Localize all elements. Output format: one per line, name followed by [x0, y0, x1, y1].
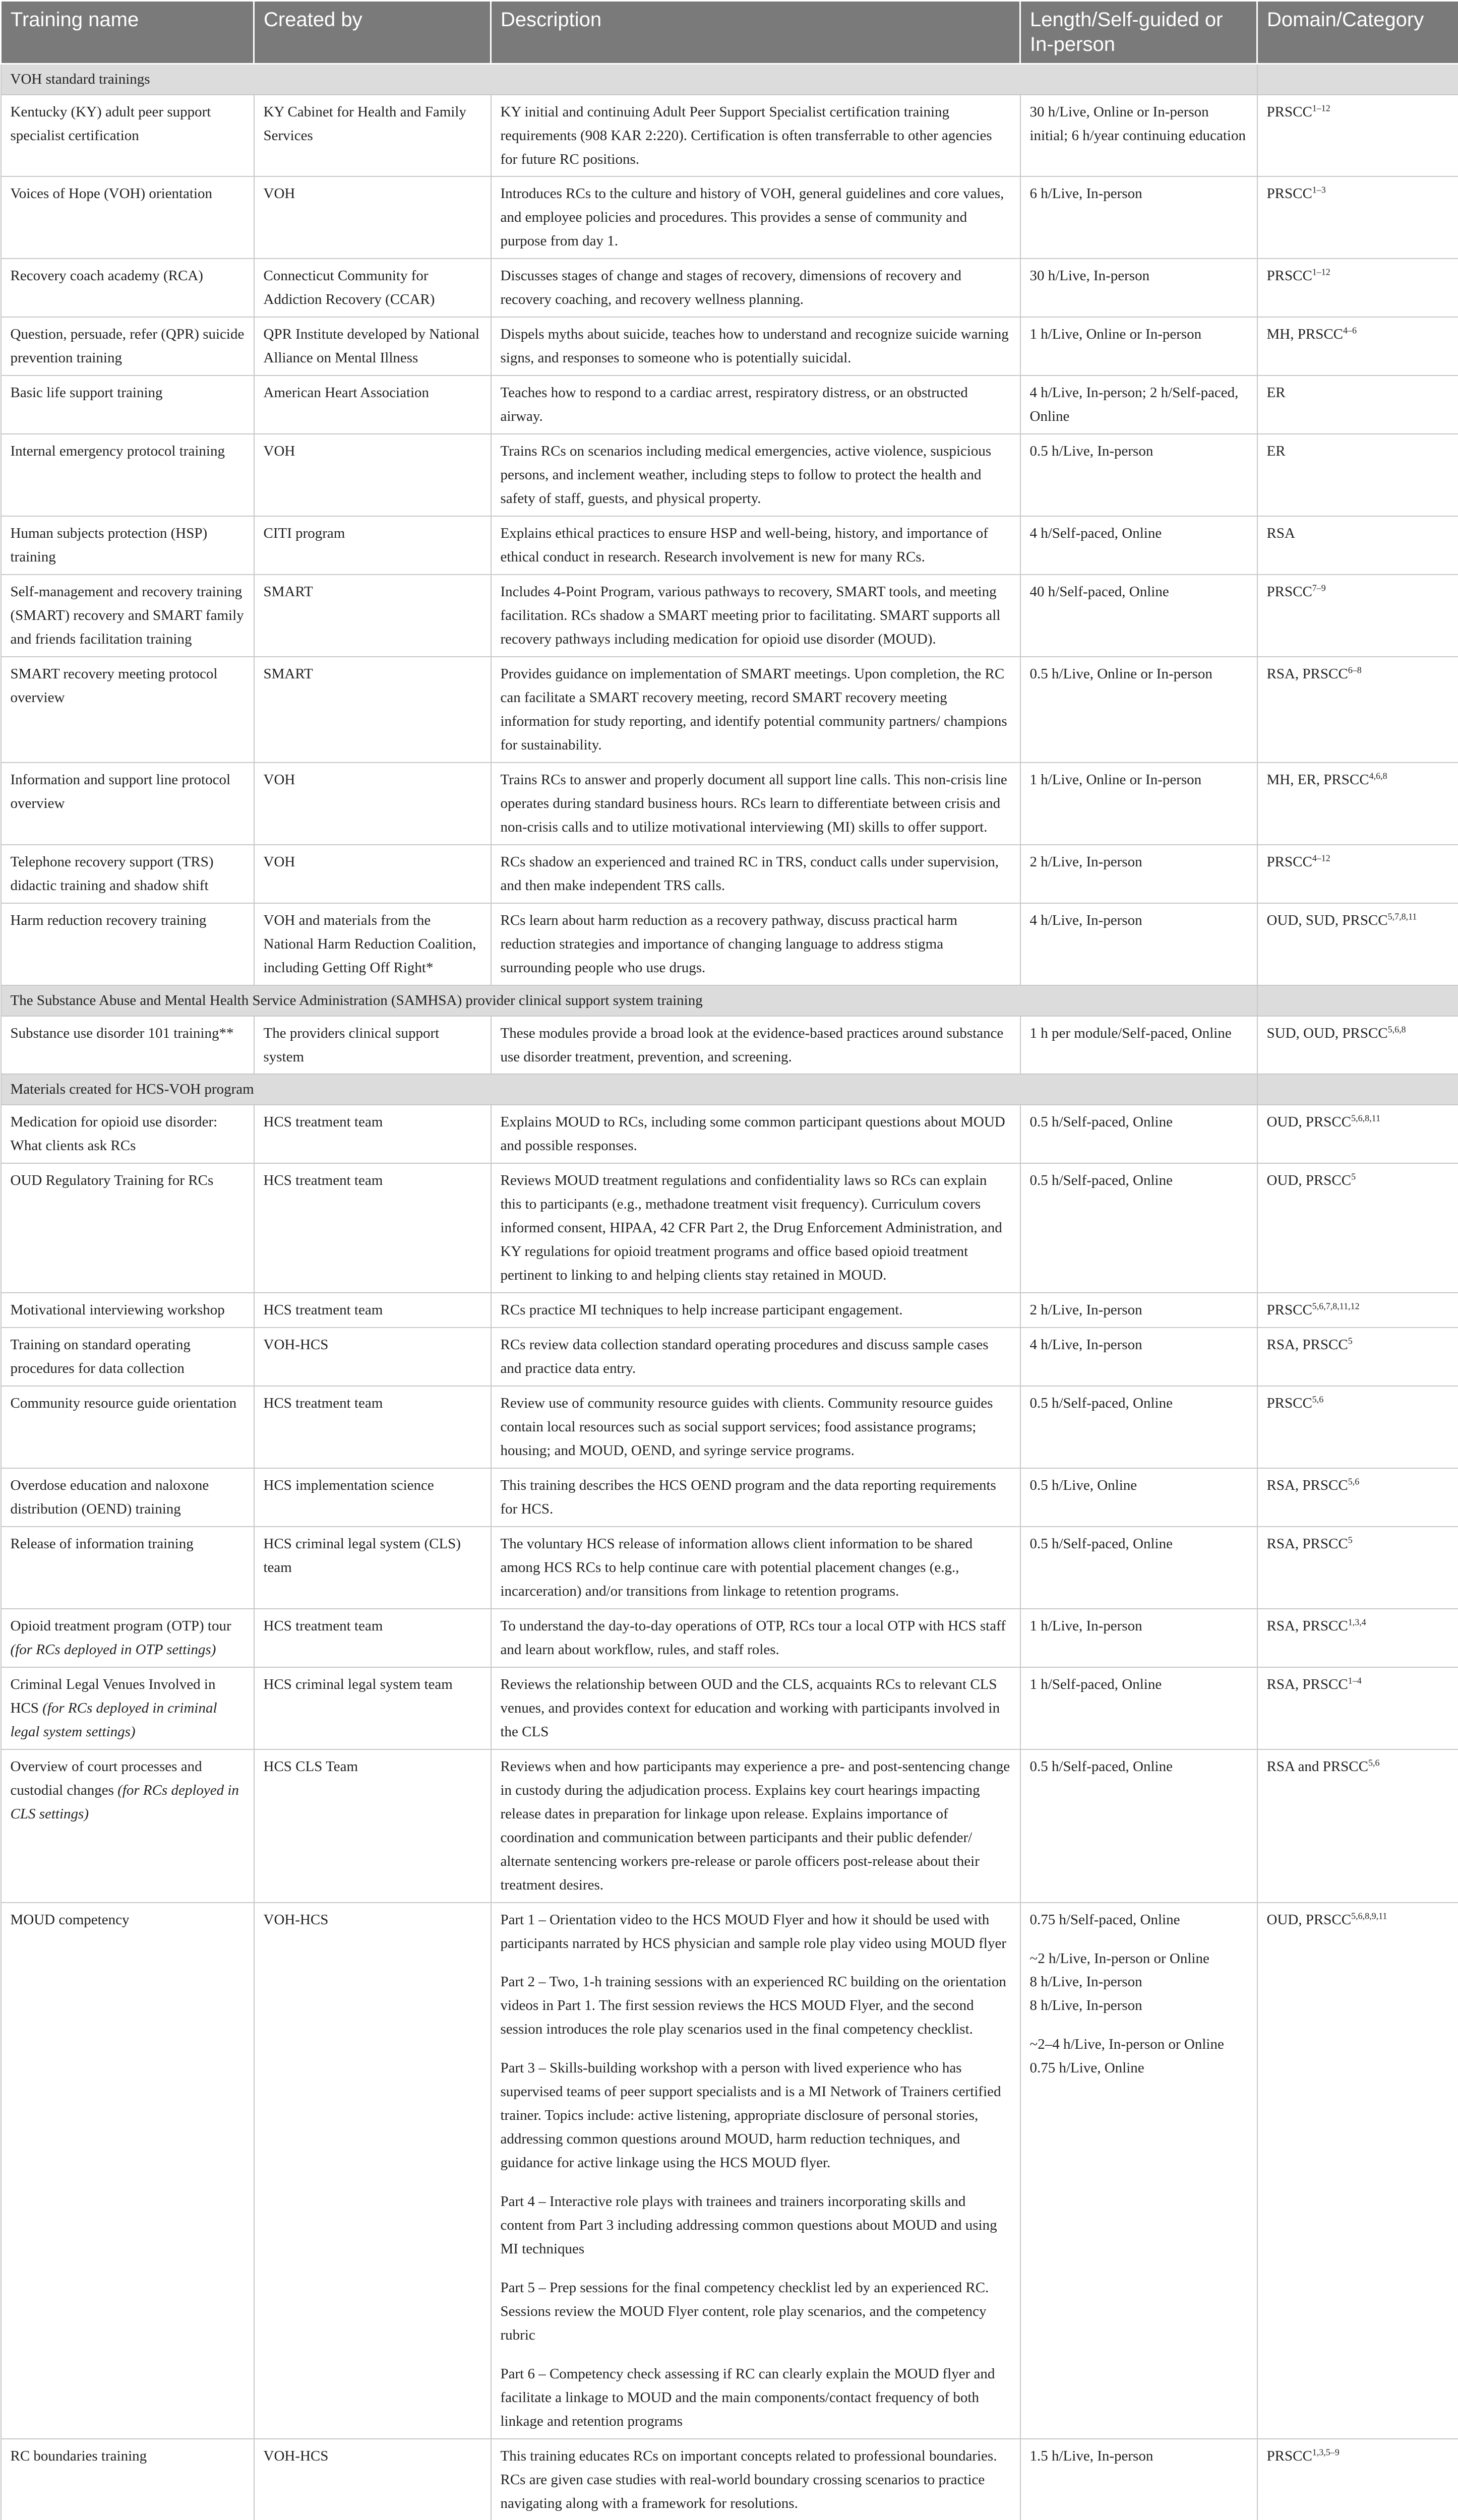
domain-superscript: 6–8 — [1348, 665, 1362, 675]
description-cell: RCs learn about harm reduction as a recovery pathway, discuss practical harm reduction strategies and importance of changing language to address stigma surrounding people who use drugs. — [491, 903, 1020, 985]
training-name: Medication for opioid use disorder: What clients ask RCs — [10, 1114, 218, 1154]
table-row — [1, 1527, 1458, 1609]
table-row — [1, 657, 1458, 763]
training-name-cell — [1, 903, 254, 985]
domain-cell — [1257, 1527, 1458, 1609]
training-name-cell — [1, 375, 254, 434]
domain-superscript: 5,6 — [1312, 1394, 1324, 1405]
domain-text: OUD, SUD, PRSCC — [1266, 912, 1388, 928]
length-cell: 1 h/Self-paced, Online — [1020, 1667, 1257, 1749]
training-name: SMART recovery meeting protocol overview — [10, 665, 218, 706]
length-cell: 0.5 h/Live, In-person — [1020, 434, 1257, 516]
training-name-cell — [1, 1749, 254, 1903]
moud-part: Part 5 – Prep sessions for the final competency checklist led by an experienced RC. Sessions review the MOUD Flyer content, role play scenarios, and the competency rubric — [500, 2280, 989, 2344]
table-row — [1, 95, 1458, 177]
training-name: OUD Regulatory Training for RCs — [10, 1172, 214, 1189]
training-name-cell — [1, 1386, 254, 1468]
training-name-cell — [1, 845, 254, 903]
created-by-cell: HCS treatment team — [254, 1105, 491, 1163]
training-name: Motivational interviewing workshop — [10, 1302, 225, 1318]
description-cell: These modules provide a broad look at the evidence-based practices around substance use disorder treatment, prevention, and screening. — [491, 1016, 1020, 1075]
domain-text: PRSCC — [1266, 1302, 1312, 1318]
training-name: Question, persuade, refer (QPR) suicide prevention training — [10, 326, 245, 366]
description-cell: The voluntary HCS release of information allows client information to be shared among HCS RCs to help continue care with potential placement changes (e.g., incarceration) and/or transitions from linkage to retention programs. — [491, 1527, 1020, 1609]
domain-superscript: 5 — [1351, 1171, 1356, 1182]
domain-text: SUD, OUD, PRSCC — [1266, 1025, 1388, 1041]
description-cell: Reviews MOUD treatment regulations and confidentiality laws so RCs can explain this to participants (e.g., methadone treatment visit frequency). Curriculum covers informed consent, HIPAA, 42 CFR Part 2, the Drug Enforcement Administration, and KY regulations for opioid treatment programs and office based opioid treatment pertinent to linking to and helping clients stay retained in MOUD. — [491, 1163, 1020, 1293]
description-cell: KY initial and continuing Adult Peer Support Specialist certification training requirements (908 KAR 2:220). Certification is often transferrable to other agencies for future RC positions. — [491, 95, 1020, 177]
table-row — [1, 1386, 1458, 1468]
created-by-cell: VOH — [254, 763, 491, 845]
training-name-cell — [1, 1016, 254, 1075]
description-cell: To understand the day-to-day operations of OTP, RCs tour a local OTP with HCS staff and learn about workflow, rules, and staff roles. — [491, 1609, 1020, 1667]
training-name: Overview of court processes and custodial changes — [10, 1758, 202, 1798]
training-name-note: (for RCs deployed in CLS settings) — [10, 1782, 239, 1822]
section-spacer — [1257, 64, 1458, 94]
domain-superscript: 1–3 — [1312, 184, 1326, 195]
description-cell: Explains ethical practices to ensure HSP and well-being, history, and importance of ethical conduct in research. Research involvement is new for many RCs. — [491, 516, 1020, 575]
domain-superscript: 1–4 — [1348, 1675, 1362, 1686]
description-cell: Includes 4-Point Program, various pathways to recovery, SMART tools, and meeting facilitation. RCs shadow a SMART meeting prior to facilitating. SMART supports all recovery pathways including medication for opioid use disorder (MOUD). — [491, 575, 1020, 657]
table-row — [1, 1293, 1458, 1328]
domain-superscript: 1–12 — [1312, 267, 1330, 277]
section-row — [1, 1074, 1458, 1105]
moud-length: 8 h/Live, In-person — [1029, 1974, 1142, 1990]
length-cell: 2 h/Live, In-person — [1020, 845, 1257, 903]
created-by-cell: HCS criminal legal system team — [254, 1667, 491, 1749]
length-cell: 4 h/Live, In-person — [1020, 1328, 1257, 1386]
table-row — [1, 176, 1458, 259]
section-title: Materials created for HCS-VOH program — [1, 1074, 1257, 1105]
domain-cell — [1257, 1667, 1458, 1749]
training-name: Human subjects protection (HSP) training — [10, 525, 208, 565]
length-cell: 4 h/Live, In-person — [1020, 903, 1257, 985]
domain-cell — [1257, 375, 1458, 434]
description-cell: Trains RCs on scenarios including medical emergencies, active violence, suspicious persons, and inclement weather, including steps to follow to protect the health and safety of staff, guests, and physical property. — [491, 434, 1020, 516]
domain-text: RSA, PRSCC — [1266, 1337, 1348, 1353]
description-cell: Explains MOUD to RCs, including some common participant questions about MOUD and possible responses. — [491, 1105, 1020, 1163]
training-name-cell — [1, 1293, 254, 1328]
domain-text: PRSCC — [1266, 853, 1312, 870]
training-name: Kentucky (KY) adult peer support specialist certification — [10, 103, 211, 144]
domain-cell — [1257, 1105, 1458, 1163]
domain-superscript: 5,6,8,11 — [1351, 1113, 1380, 1123]
description-cell: RCs practice MI techniques to help increase participant engagement. — [491, 1293, 1020, 1328]
training-name-cell — [1, 1163, 254, 1293]
description-cell: This training describes the HCS OEND program and the data reporting requirements for HCS. — [491, 1468, 1020, 1527]
table-row-moud — [1, 1903, 1458, 2439]
training-name-cell — [1, 1105, 254, 1163]
table-row — [1, 903, 1458, 985]
table-body — [1, 64, 1458, 2520]
domain-cell — [1257, 1609, 1458, 1667]
domain-text: OUD, PRSCC — [1266, 1114, 1352, 1130]
training-name: Overdose education and naloxone distribution (OEND) training — [10, 1477, 209, 1517]
table-row — [1, 1328, 1458, 1386]
table-row — [1, 845, 1458, 903]
domain-text: PRSCC — [1266, 584, 1312, 600]
training-name-cell — [1, 1667, 254, 1749]
length-cell: 0.5 h/Live, Online or In-person — [1020, 657, 1257, 763]
training-name-cell — [1, 763, 254, 845]
domain-cell — [1257, 2439, 1458, 2520]
table-row — [1, 1163, 1458, 1293]
length-cell: 6 h/Live, In-person — [1020, 176, 1257, 259]
domain-superscript: 5 — [1348, 1336, 1353, 1346]
description-cell: RCs shadow an experienced and trained RC in TRS, conduct calls under supervision, and then make independent TRS calls. — [491, 845, 1020, 903]
domain-text: RSA and PRSCC — [1266, 1758, 1368, 1775]
moud-part: Part 6 – Competency check assessing if RC can clearly explain the MOUD flyer and facilitate a linkage to MOUD and the main components/contact frequency of both linkage and retention programs — [500, 2366, 995, 2429]
table-row — [1, 1749, 1458, 1903]
moud-length: 0.75 h/Live, Online — [1029, 2060, 1144, 2076]
section-spacer — [1257, 985, 1458, 1016]
moud-length: ~2–4 h/Live, In-person or Online — [1029, 2036, 1224, 2053]
domain-text: PRSCC — [1266, 185, 1312, 202]
domain-cell — [1257, 1293, 1458, 1328]
training-name-cell — [1, 657, 254, 763]
col-header-length: Length/Self-guided or In-person — [1020, 1, 1257, 64]
col-header-description: Description — [491, 1, 1020, 64]
description-cell: Teaches how to respond to a cardiac arrest, respiratory distress, or an obstructed airway. — [491, 375, 1020, 434]
length-cell: 0.5 h/Self-paced, Online — [1020, 1386, 1257, 1468]
domain-superscript: 5,6 — [1368, 1757, 1380, 1768]
training-name-note: (for RCs deployed in criminal legal system settings) — [10, 1699, 217, 1740]
moud-part: Part 3 – Skills-building workshop with a person with lived experience who has supervised teams of peer support specialists and is a MI Network of Trainers certified trainer. Topics include: active listening, appropriate disclosure of personal stories, addressing common questions around MOUD, harm reduction techniques, and guidance for active linkage using the HCS MOUD flyer. — [500, 2060, 1001, 2171]
training-name: Criminal Legal Venues Involved in HCS — [10, 1676, 216, 1716]
training-name-cell — [1, 176, 254, 259]
table-row — [1, 2439, 1458, 2520]
domain-cell — [1257, 516, 1458, 575]
training-name-cell: MOUD competency — [1, 1903, 254, 2439]
domain-cell — [1257, 259, 1458, 317]
moud-length: 8 h/Live, In-person — [1029, 1997, 1142, 2014]
training-name-cell — [1, 1609, 254, 1667]
domain-superscript: 4–12 — [1312, 853, 1330, 863]
training-name: Release of information training — [10, 1535, 194, 1552]
training-name-cell — [1, 317, 254, 375]
moud-length-gap — [1030, 1932, 1248, 1947]
created-by-cell: HCS treatment team — [254, 1163, 491, 1293]
table-row — [1, 375, 1458, 434]
length-cell: 4 h/Live, In-person; 2 h/Self-paced, Online — [1020, 375, 1257, 434]
domain-text: RSA, PRSCC — [1266, 1617, 1348, 1634]
description-cell: Provides guidance on implementation of SMART meetings. Upon completion, the RC can facilitate a SMART recovery meeting, record SMART recovery meeting information for study reporting, and identify potential community partners/ champions for sustainability. — [491, 657, 1020, 763]
table-row — [1, 1667, 1458, 1749]
domain-superscript: 4,6,8 — [1369, 771, 1387, 781]
table-row — [1, 1609, 1458, 1667]
training-name: Voices of Hope (VOH) orientation — [10, 185, 213, 202]
created-by-cell: VOH-HCS — [254, 1903, 491, 2439]
description-cell: Review use of community resource guides with clients. Community resource guides contain local resources such as social support services; food assistance programs; housing; and MOUD, OEND, and syringe service programs. — [491, 1386, 1020, 1468]
created-by-cell: HCS implementation science — [254, 1468, 491, 1527]
created-by-cell: CITI program — [254, 516, 491, 575]
table-row — [1, 516, 1458, 575]
training-name-cell — [1, 516, 254, 575]
training-name: Harm reduction recovery training — [10, 912, 207, 928]
col-header-created-by: Created by — [254, 1, 491, 64]
domain-text: PRSCC — [1266, 1395, 1312, 1412]
training-name: Opioid treatment program (OTP) tour — [10, 1617, 231, 1634]
domain-superscript: 5,6,8,9,11 — [1351, 1910, 1387, 1921]
table-row — [1, 763, 1458, 845]
table-row — [1, 317, 1458, 375]
created-by-cell: QPR Institute developed by National Alliance on Mental Illness — [254, 317, 491, 375]
created-by-cell: Connecticut Community for Addiction Recovery (CCAR) — [254, 259, 491, 317]
domain-text: RSA, PRSCC — [1266, 1477, 1348, 1494]
table-row — [1, 434, 1458, 516]
length-cell: 0.5 h/Self-paced, Online — [1020, 1749, 1257, 1903]
domain-text: RSA, PRSCC — [1266, 665, 1348, 682]
domain-cell — [1257, 903, 1458, 985]
length-cell: 1 h/Live, Online or In-person — [1020, 763, 1257, 845]
table-row — [1, 259, 1458, 317]
created-by-cell: American Heart Association — [254, 375, 491, 434]
length-cell: 40 h/Self-paced, Online — [1020, 575, 1257, 657]
length-cell: 1 h per module/Self-paced, Online — [1020, 1016, 1257, 1075]
domain-text: OUD, PRSCC — [1266, 1911, 1352, 1928]
created-by-cell: KY Cabinet for Health and Family Services — [254, 95, 491, 177]
domain-cell — [1257, 1468, 1458, 1527]
domain-text: ER — [1266, 443, 1286, 460]
training-name-cell — [1, 575, 254, 657]
section-row — [1, 985, 1458, 1016]
col-header-domain: Domain/Category — [1257, 1, 1458, 64]
length-cell: 0.5 h/Live, Online — [1020, 1468, 1257, 1527]
created-by-cell: VOH — [254, 434, 491, 516]
training-name-cell: RC boundaries training — [1, 2439, 254, 2520]
domain-text: PRSCC — [1266, 103, 1312, 120]
moud-length: 0.75 h/Self-paced, Online — [1029, 1911, 1180, 1928]
domain-cell — [1257, 317, 1458, 375]
domain-text: PRSCC — [1266, 268, 1312, 284]
length-cell: 30 h/Live, In-person — [1020, 259, 1257, 317]
domain-cell — [1257, 95, 1458, 177]
length-cell: 0.5 h/Self-paced, Online — [1020, 1527, 1257, 1609]
created-by-cell: HCS CLS Team — [254, 1749, 491, 1903]
length-cell: 30 h/Live, Online or In-person initial; 6 h/year continuing education — [1020, 95, 1257, 177]
created-by-cell: VOH-HCS — [254, 2439, 491, 2520]
domain-cell — [1257, 1903, 1458, 2439]
domain-cell — [1257, 1163, 1458, 1293]
domain-text: RSA — [1266, 525, 1295, 542]
col-header-training-name: Training name — [1, 1, 254, 64]
training-name-cell — [1, 1468, 254, 1527]
created-by-cell: SMART — [254, 657, 491, 763]
created-by-cell: The providers clinical support system — [254, 1016, 491, 1075]
domain-text: RSA, PRSCC — [1266, 1535, 1348, 1552]
description-cell: Reviews the relationship between OUD and the CLS, acquaints RCs to relevant CLS venues, and provides context for education and working with participants involved in the CLS — [491, 1667, 1020, 1749]
domain-superscript: 7–9 — [1312, 583, 1326, 593]
training-name: Substance use disorder 101 training** — [10, 1025, 234, 1041]
length-cell: 0.5 h/Self-paced, Online — [1020, 1105, 1257, 1163]
length-cell: 1 h/Live, Online or In-person — [1020, 317, 1257, 375]
description-cell: Trains RCs to answer and properly document all support line calls. This non-crisis line operates during standard business hours. RCs learn to differentiate between crisis and non-crisis calls and to utilize motivational interviewing (MI) skills to offer support. — [491, 763, 1020, 845]
domain-text: RSA, PRSCC — [1266, 1676, 1348, 1692]
domain-cell — [1257, 1749, 1458, 1903]
moud-part: Part 1 – Orientation video to the HCS MOUD Flyer and how it should be used with participants narrated by HCS physician and sample role play video using MOUD flyer — [500, 1911, 1006, 1951]
moud-length: ~2 h/Live, In-person or Online — [1029, 1950, 1209, 1967]
training-name-cell — [1, 259, 254, 317]
training-name: Recovery coach academy (RCA) — [10, 268, 203, 284]
domain-superscript: 5,6,8 — [1387, 1024, 1406, 1034]
domain-cell — [1257, 575, 1458, 657]
domain-superscript: 4–6 — [1343, 325, 1357, 336]
moud-part: Part 4 – Interactive role plays with trainees and trainers incorporating skills and content from Part 3 including addressing common questions about MOUD and using MI techniques — [500, 2193, 997, 2257]
header-row — [1, 1, 1458, 64]
created-by-cell: HCS treatment team — [254, 1386, 491, 1468]
domain-superscript: 5,6 — [1348, 1476, 1360, 1487]
domain-superscript: 1,3,5–9 — [1312, 2447, 1340, 2458]
created-by-cell: VOH — [254, 176, 491, 259]
training-name-cell — [1, 95, 254, 177]
training-name: Basic life support training — [10, 385, 163, 401]
created-by-cell: SMART — [254, 575, 491, 657]
domain-text: PRSCC — [1266, 2447, 1312, 2464]
section-row — [1, 64, 1458, 94]
moud-length-gap — [1030, 2018, 1248, 2033]
description-cell: RCs review data collection standard operating procedures and discuss sample cases and practice data entry. — [491, 1328, 1020, 1386]
length-cell: 1.5 h/Live, In-person — [1020, 2439, 1257, 2520]
domain-superscript: 5,6,7,8,11,12 — [1312, 1301, 1360, 1311]
training-name: Self-management and recovery training (SMART) recovery and SMART family and friends facilitation training — [10, 584, 244, 647]
description-cell: Discusses stages of change and stages of recovery, dimensions of recovery and recovery coaching, and recovery wellness planning. — [491, 259, 1020, 317]
section-title: The Substance Abuse and Mental Health Service Administration (SAMHSA) provider clinical support system training — [1, 985, 1257, 1016]
domain-cell — [1257, 1016, 1458, 1075]
training-name-note: (for RCs deployed in OTP settings) — [10, 1641, 216, 1658]
length-cell: 0.5 h/Self-paced, Online — [1020, 1163, 1257, 1293]
created-by-cell: HCS treatment team — [254, 1293, 491, 1328]
domain-superscript: 1–12 — [1312, 102, 1330, 113]
domain-superscript: 5,7,8,11 — [1387, 911, 1417, 921]
domain-text: OUD, PRSCC — [1266, 1172, 1352, 1189]
domain-cell — [1257, 1328, 1458, 1386]
training-name: Information and support line protocol overview — [10, 771, 231, 811]
domain-text: MH, ER, PRSCC — [1266, 771, 1369, 788]
training-name: Internal emergency protocol training — [10, 443, 225, 460]
length-cell: 4 h/Self-paced, Online — [1020, 516, 1257, 575]
domain-superscript: 1,3,4 — [1348, 1617, 1366, 1627]
description-cell-parts — [491, 1903, 1020, 2439]
created-by-cell: HCS criminal legal system (CLS) team — [254, 1527, 491, 1609]
domain-text: MH, PRSCC — [1266, 326, 1344, 343]
section-spacer — [1257, 1074, 1458, 1105]
training-name: Training on standard operating procedures for data collection — [10, 1337, 191, 1377]
training-name: Community resource guide orientation — [10, 1395, 237, 1412]
domain-text: ER — [1266, 385, 1286, 401]
table-row — [1, 575, 1458, 657]
section-title: VOH standard trainings — [1, 64, 1257, 94]
table-row — [1, 1016, 1458, 1075]
domain-cell — [1257, 845, 1458, 903]
domain-cell — [1257, 657, 1458, 763]
length-cell-parts — [1020, 1903, 1257, 2439]
training-name-cell — [1, 1328, 254, 1386]
moud-part: Part 2 – Two, 1-h training sessions with an experienced RC building on the orientation videos in Part 1. The first session reviews the HCS MOUD Flyer, and the second session introduces the role play scenarios used in the final competency checklist. — [500, 1974, 1006, 2038]
domain-cell — [1257, 763, 1458, 845]
training-name-cell — [1, 434, 254, 516]
domain-cell — [1257, 176, 1458, 259]
domain-cell — [1257, 1386, 1458, 1468]
created-by-cell: VOH — [254, 845, 491, 903]
description-cell: Dispels myths about suicide, teaches how to understand and recognize suicide warning signs, and responses to someone who is potentially suicidal. — [491, 317, 1020, 375]
description-cell: This training educates RCs on important concepts related to professional boundaries. RCs are given case studies with real-world boundary crossing scenarios to practice navigating along with a framework for resolutions. — [491, 2439, 1020, 2520]
length-cell: 1 h/Live, In-person — [1020, 1609, 1257, 1667]
description-cell: Introduces RCs to the culture and history of VOH, general guidelines and core values, and employee policies and procedures. This provides a sense of community and purpose from day 1. — [491, 176, 1020, 259]
table-row — [1, 1105, 1458, 1163]
created-by-cell: VOH-HCS — [254, 1328, 491, 1386]
training-name: Telephone recovery support (TRS) didactic training and shadow shift — [10, 853, 214, 894]
created-by-cell: VOH and materials from the National Harm Reduction Coalition, including Getting Off Right* — [254, 903, 491, 985]
table-row — [1, 1468, 1458, 1527]
description-cell: Reviews when and how participants may experience a pre- and post-sentencing change in custody during the adjudication process. Explains key court hearings impacting release dates in preparation for linkage upon release. Explains importance of coordination and communication between participants and their public defender/ alternate sentencing workers pre-release or parole officers post-release about their treatment desires. — [491, 1749, 1020, 1903]
training-name-cell — [1, 1527, 254, 1609]
domain-superscript: 5 — [1348, 1535, 1353, 1545]
created-by-cell: HCS treatment team — [254, 1609, 491, 1667]
domain-cell — [1257, 434, 1458, 516]
length-cell: 2 h/Live, In-person — [1020, 1293, 1257, 1328]
